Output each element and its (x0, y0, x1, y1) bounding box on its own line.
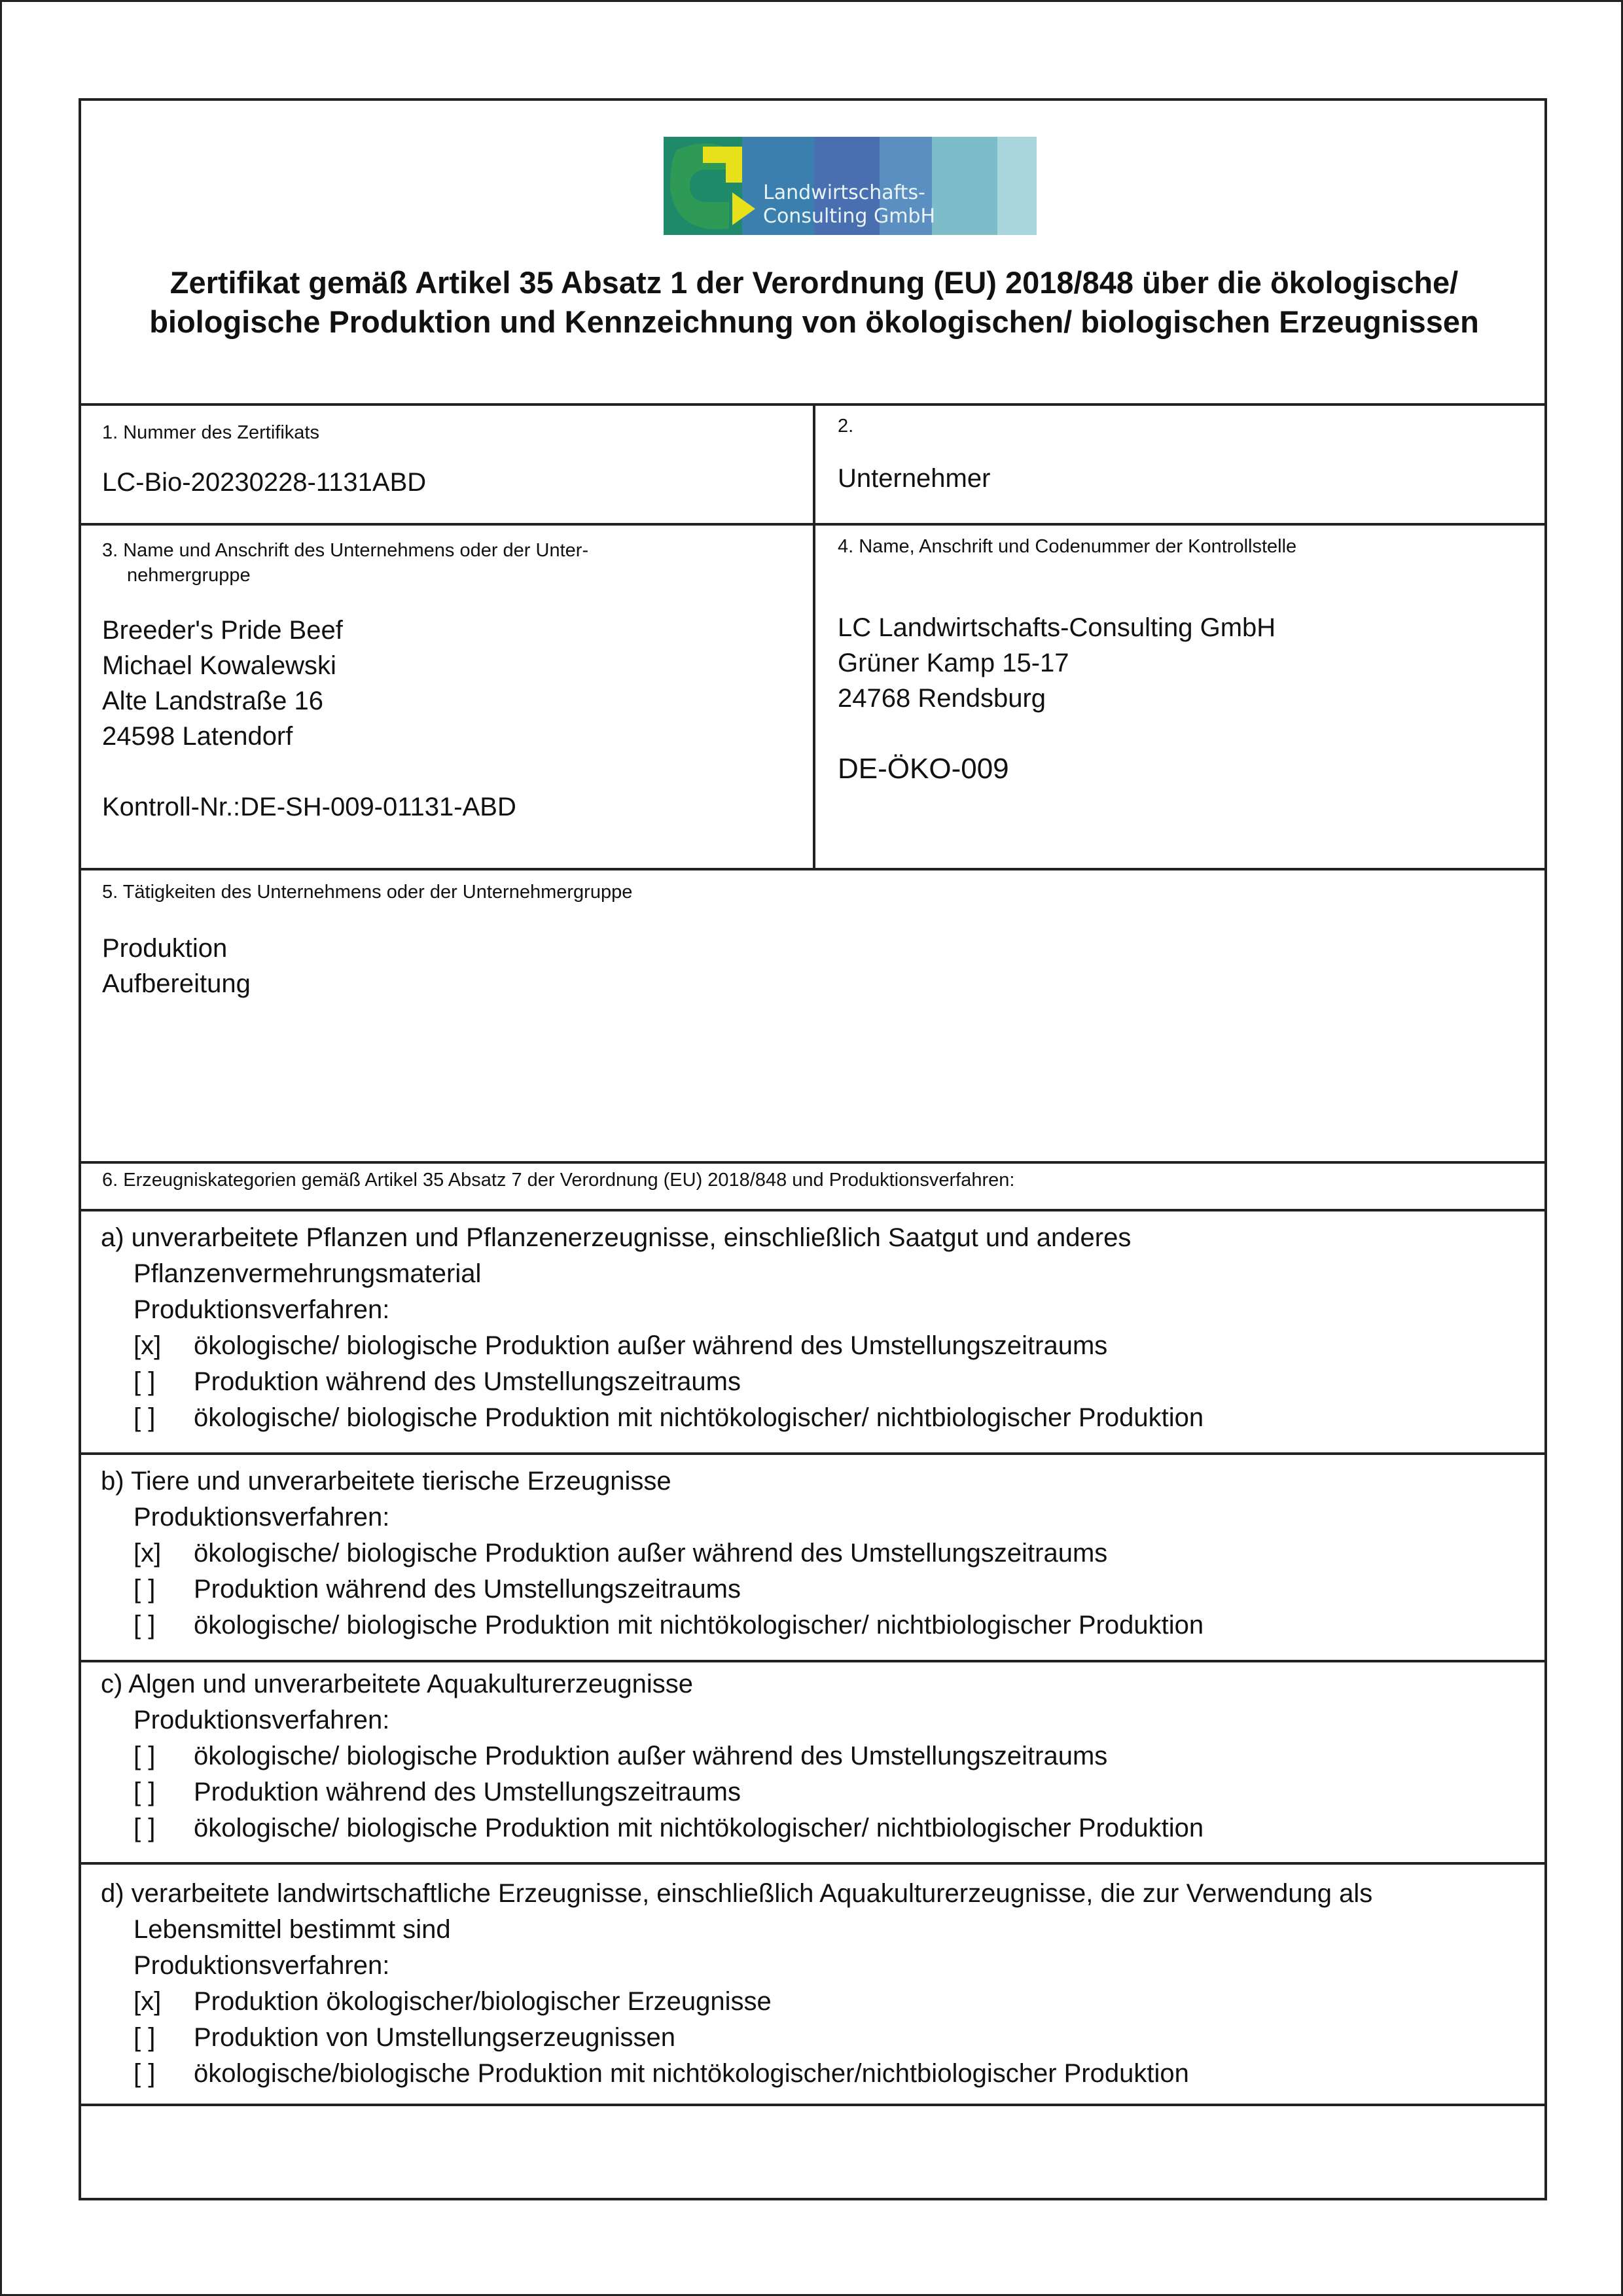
option-text: Produktion während des Umstellungszeitraums (194, 1367, 741, 1396)
category-title-cont: Pflanzenvermehrungsmaterial (134, 1259, 482, 1288)
certificate-number: LC-Bio-20230228-1131ABD (102, 468, 427, 497)
option-text: Produktion ökologischer/biologischer Erzeugnisse (194, 1987, 772, 2016)
option-row (101, 1984, 1372, 2020)
category-title: a) unverarbeitete Pflanzen und Pflanzenerzeugnisse, einschließlich Saatgut und anderes (101, 1223, 1132, 1252)
option-row (101, 1328, 1204, 1364)
divider-cat-d (81, 2104, 1544, 2106)
control-body-address (838, 610, 1275, 716)
control-body-code: DE-ÖKO-009 (838, 753, 1009, 785)
operator-type: Unternehmer (838, 464, 991, 493)
option-row (101, 1607, 1204, 1643)
category-title: b) Tiere und unverarbeitete tierische Erzeugnisse (101, 1467, 671, 1496)
option-text: ökologische/ biologische Produktion mit nichtökologischer/ nichtbiologischer Produktion (194, 1611, 1204, 1640)
option-text: Produktion während des Umstellungszeitraums (194, 1778, 741, 1806)
option-text: Produktion von Umstellungserzeugnissen (194, 2023, 675, 2052)
option-text: ökologische/ biologische Produktion außer während des Umstellungszeitraums (194, 1539, 1108, 1568)
checkbox-mark: [ ] (134, 1814, 156, 1842)
field3-label-line2: nehmergruppe (127, 565, 251, 586)
method-label: Produktionsverfahren: (134, 1503, 390, 1532)
control-body-city: 24768 Rendsburg (838, 684, 1046, 713)
operator-name: Breeder's Pride Beef (102, 616, 343, 645)
category-d (101, 1876, 1372, 2092)
option-text: ökologische/ biologische Produktion mit nichtökologischer/ nichtbiologischer Produktion (194, 1814, 1204, 1842)
option-text: ökologische/ biologische Produktion außer während des Umstellungszeitraums (194, 1742, 1108, 1770)
operator-street: Alte Landstraße 16 (102, 687, 323, 715)
field6-label: 6. Erzeugniskategorien gemäß Artikel 35 Absatz 7 der Verordnung (EU) 2018/848 und Produktionsverfahren: (102, 1170, 1015, 1191)
control-body-street: Grüner Kamp 15-17 (838, 649, 1069, 677)
checkbox-mark: [x] (134, 1331, 162, 1360)
logo-line-2: Consulting GmbH (763, 205, 936, 228)
control-body-name: LC Landwirtschafts-Consulting GmbH (838, 613, 1276, 642)
option-row (101, 1571, 1204, 1607)
checkbox-mark: [x] (134, 1539, 162, 1568)
category-a (101, 1220, 1204, 1436)
certificate-frame (79, 98, 1547, 2200)
activity-item: Aufbereitung (102, 969, 251, 998)
divider-row3 (81, 1161, 1544, 1164)
checkbox-mark: [ ] (134, 1403, 156, 1432)
checkbox-mark: [ ] (134, 1575, 156, 1604)
field1-label: 1. Nummer des Zertifikats (102, 422, 319, 443)
checkbox-mark: [ ] (134, 1742, 156, 1770)
field5-label: 5. Tätigkeiten des Unternehmens oder der Unternehmergruppe (102, 882, 633, 903)
option-text: Produktion während des Umstellungszeitraums (194, 1575, 741, 1604)
checkbox-mark: [ ] (134, 1611, 156, 1640)
field3-label-line1: 3. Name und Anschrift des Unternehmens oder der Unter- (102, 540, 589, 561)
control-number: Kontroll-Nr.:DE-SH-009-01131-ABD (102, 793, 516, 821)
category-b (101, 1463, 1204, 1643)
checkbox-mark: [ ] (134, 2023, 156, 2052)
field2-label: 2. (838, 416, 854, 437)
method-label: Produktionsverfahren: (134, 1706, 390, 1734)
category-title: d) verarbeitete landwirtschaftliche Erzeugnisse, einschließlich Aquakulturerzeugnisse, die zur Verwendung als (101, 1879, 1373, 1908)
operator-city: 24598 Latendorf (102, 722, 293, 751)
option-text: ökologische/ biologische Produktion außer während des Umstellungszeitraums (194, 1331, 1108, 1360)
operator-contact: Michael Kowalewski (102, 651, 336, 680)
divider-vertical (813, 403, 815, 870)
option-row (101, 1810, 1204, 1846)
divider-cat-c (81, 1862, 1544, 1865)
field4-label: 4. Name, Anschrift und Codenummer der Kontrollstelle (838, 536, 1297, 557)
category-title: c) Algen und unverarbeitete Aquakulturerzeugnisse (101, 1670, 694, 1698)
logo-text (763, 181, 935, 228)
activities-list (102, 931, 251, 1001)
checkbox-mark: [ ] (134, 1367, 156, 1396)
divider-row4 (81, 1209, 1544, 1211)
operator-address (102, 613, 343, 754)
activity-item: Produktion (102, 934, 228, 963)
option-row (101, 1400, 1204, 1436)
option-text: ökologische/ biologische Produktion mit nichtökologischer/ nichtbiologischer Produktion (194, 1403, 1204, 1432)
logo-line-1: Landwirtschafts- (763, 181, 925, 204)
option-row (101, 1774, 1204, 1810)
divider-cat-a (81, 1452, 1544, 1455)
method-label: Produktionsverfahren: (134, 1295, 390, 1324)
method-label: Produktionsverfahren: (134, 1951, 390, 1980)
company-logo (664, 137, 1037, 235)
option-row (101, 2020, 1372, 2056)
option-row (101, 1535, 1204, 1571)
divider-cat-b (81, 1660, 1544, 1662)
certificate-title: Zertifikat gemäß Artikel 35 Absatz 1 der Verordnung (EU) 2018/848 über die ökologische/ biologische Produktion und Kennzeichnung von ökologischen/ biologischen Erzeugnissen (149, 265, 1479, 339)
checkbox-mark: [x] (134, 1987, 162, 2016)
checkbox-mark: [ ] (134, 2059, 156, 2088)
option-row (101, 2056, 1372, 2092)
option-text: ökologische/biologische Produktion mit nichtökologischer/nichtbiologischer Produktion (194, 2059, 1189, 2088)
category-c (101, 1666, 1204, 1846)
option-row (101, 1738, 1204, 1774)
option-row (101, 1364, 1204, 1400)
checkbox-mark: [ ] (134, 1778, 156, 1806)
category-title-cont: Lebensmittel bestimmt sind (134, 1915, 451, 1944)
